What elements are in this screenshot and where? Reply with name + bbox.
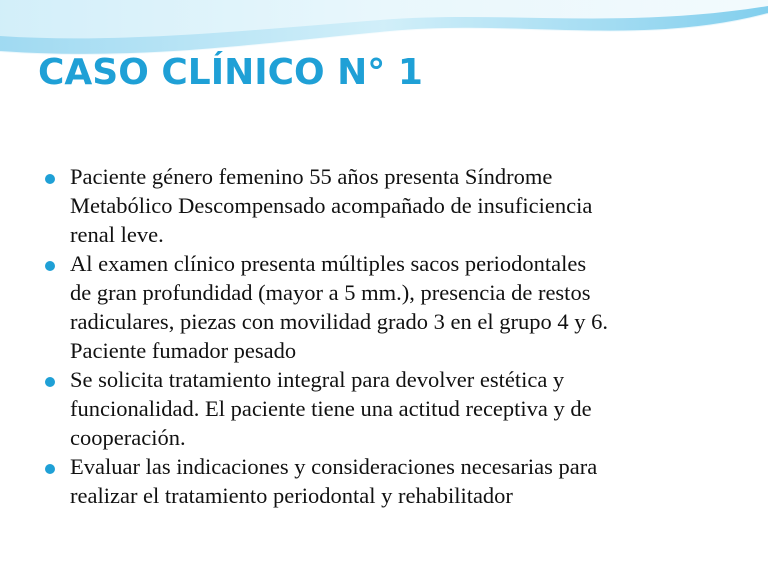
bullet-item — [38, 249, 738, 365]
bullet-item — [38, 365, 738, 452]
bullet-line: Se solicita tratamiento integral para devolver estética y — [70, 367, 565, 392]
bullet-line: radiculares, piezas con movilidad grado 3 en el grupo 4 y 6. — [70, 309, 608, 334]
bullet-line: Paciente fumador pesado — [70, 338, 297, 363]
bullet-line: Evaluar las indicaciones y consideraciones necesarias para — [70, 454, 598, 479]
bullet-line: funcionalidad. El paciente tiene una actitud receptiva y de — [70, 396, 592, 421]
bullet-item — [38, 452, 738, 510]
bullet-dot-icon — [45, 174, 55, 184]
bullet-dot-icon — [45, 464, 55, 474]
bullet-line: Metabólico Descompensado acompañado de insuficiencia — [70, 193, 593, 218]
bullet-line: Al examen clínico presenta múltiples sacos periodontales — [70, 251, 587, 276]
bullet-line: realizar el tratamiento periodontal y rehabilitador — [70, 483, 513, 508]
slide-title: CASO CLÍNICO N° 1 — [38, 52, 423, 93]
bullet-list — [38, 162, 738, 510]
bullet-line: Paciente género femenino 55 años presenta Síndrome — [70, 164, 553, 189]
bullet-line: de gran profundidad (mayor a 5 mm.), presencia de restos — [70, 280, 591, 305]
bullet-line: renal leve. — [70, 222, 164, 247]
bullet-item — [38, 162, 738, 249]
bullet-line: cooperación. — [70, 425, 186, 450]
bullet-dot-icon — [45, 377, 55, 387]
bullet-dot-icon — [45, 261, 55, 271]
